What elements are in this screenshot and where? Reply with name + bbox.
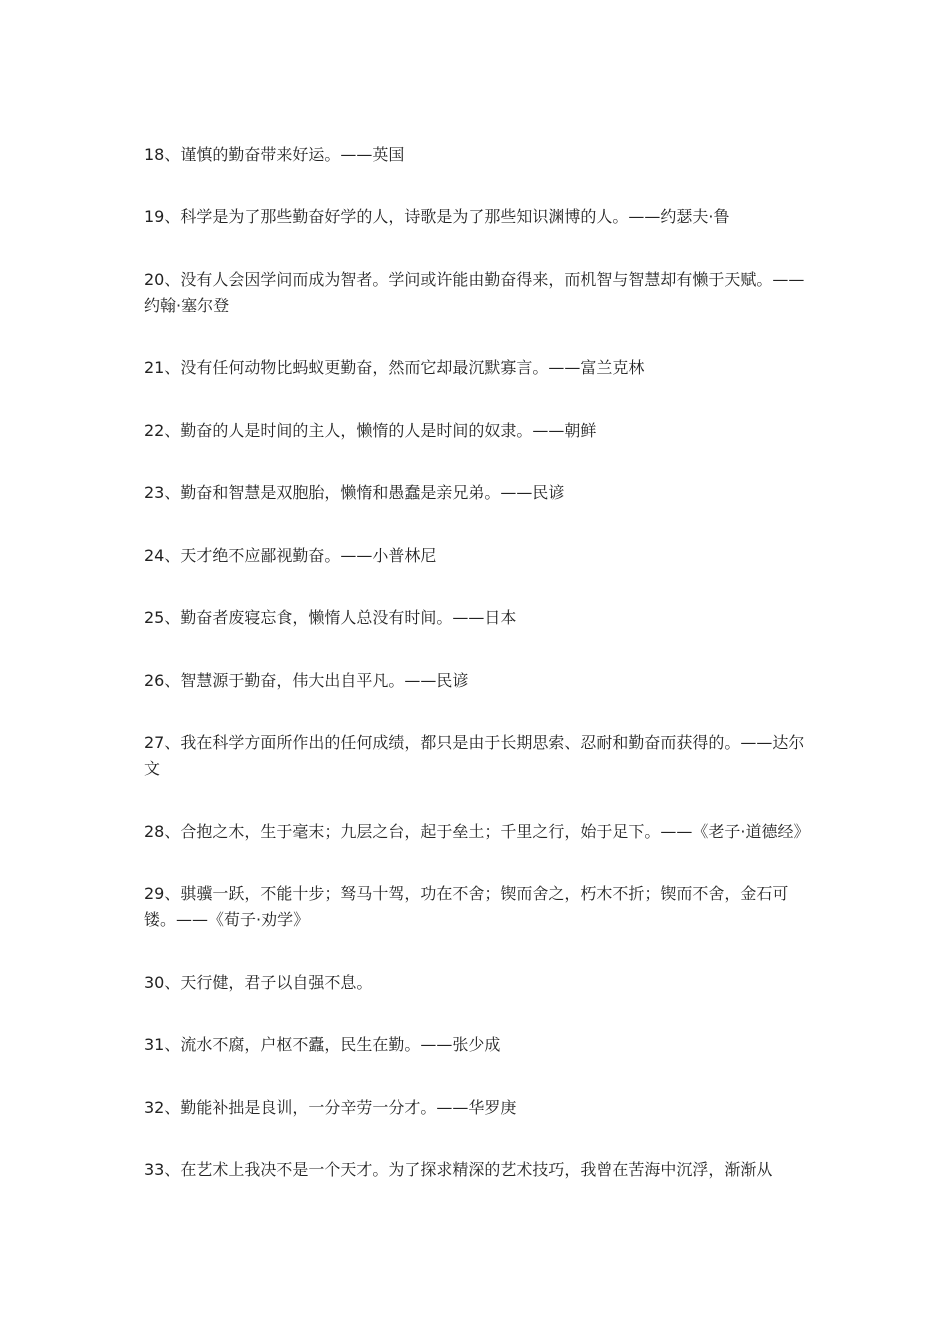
quote-item-32: 32、勤能补拙是良训，一分辛劳一分才。——华罗庚: [144, 1098, 517, 1117]
quote-item-31: 31、流水不腐，户枢不蠹，民生在勤。——张少成: [144, 1035, 501, 1054]
quote-item-19: 19、科学是为了那些勤奋好学的人，诗歌是为了那些知识渊博的人。——约瑟夫·鲁: [144, 207, 730, 226]
quote-item-30: 30、天行健，君子以自强不息。: [144, 973, 373, 992]
quote-item-27: 27、我在科学方面所作出的任何成绩，都只是由于长期思索、忍耐和勤奋而获得的。——达尔文: [144, 733, 805, 778]
quote-item-18: 18、谨慎的勤奋带来好运。——英国: [144, 145, 405, 164]
quote-item-29: 29、骐骥一跃，不能十步；驽马十驾，功在不舍；锲而舍之，朽木不折；锲而不舍，金石可镂。——《荀子·劝学》: [144, 884, 789, 929]
quote-item-24: 24、天才绝不应鄙视勤奋。——小普林尼: [144, 546, 437, 565]
quote-item-26: 26、智慧源于勤奋，伟大出自平凡。——民谚: [144, 671, 469, 690]
quote-item-28: 28、合抱之木，生于毫末；九层之台，起于垒土；千里之行，始于足下。——《老子·道德经》: [144, 822, 810, 841]
quote-item-20: 20、没有人会因学问而成为智者。学问或许能由勤奋得来，而机智与智慧却有懒于天赋。——约翰·塞尔登: [144, 270, 805, 315]
quote-item-22: 22、勤奋的人是时间的主人，懒惰的人是时间的奴隶。——朝鲜: [144, 421, 597, 440]
quote-list: [144, 142, 810, 1183]
quote-item-23: 23、勤奋和智慧是双胞胎，懒惰和愚蠢是亲兄弟。——民谚: [144, 483, 565, 502]
quote-item-21: 21、没有任何动物比蚂蚁更勤奋，然而它却最沉默寡言。——富兰克林: [144, 358, 645, 377]
quote-item-33: 33、在艺术上我决不是一个天才。为了探求精深的艺术技巧，我曾在苦海中沉浮，渐渐从: [144, 1160, 773, 1179]
quote-item-25: 25、勤奋者废寝忘食，懒惰人总没有时间。——日本: [144, 608, 517, 627]
